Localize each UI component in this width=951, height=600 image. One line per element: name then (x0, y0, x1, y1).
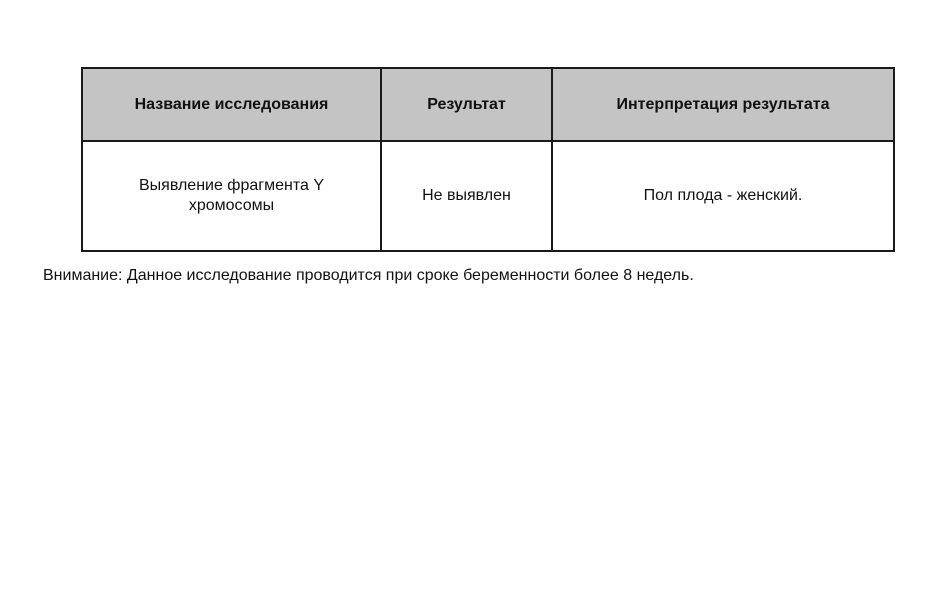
attention-note: Внимание: Данное исследование проводится при сроке беременности более 8 недель. (43, 267, 694, 284)
header-test-name: Название исследования (82, 68, 381, 141)
table-header-row (82, 68, 894, 141)
table-row (82, 141, 894, 251)
header-result: Результат (381, 68, 552, 141)
cell-interpretation: Пол плода - женский. (552, 141, 894, 251)
results-table (81, 67, 895, 252)
cell-test-name: Выявление фрагмента Y хромосомы (82, 141, 381, 251)
cell-result: Не выявлен (381, 141, 552, 251)
header-interpretation: Интерпретация результата (552, 68, 894, 141)
